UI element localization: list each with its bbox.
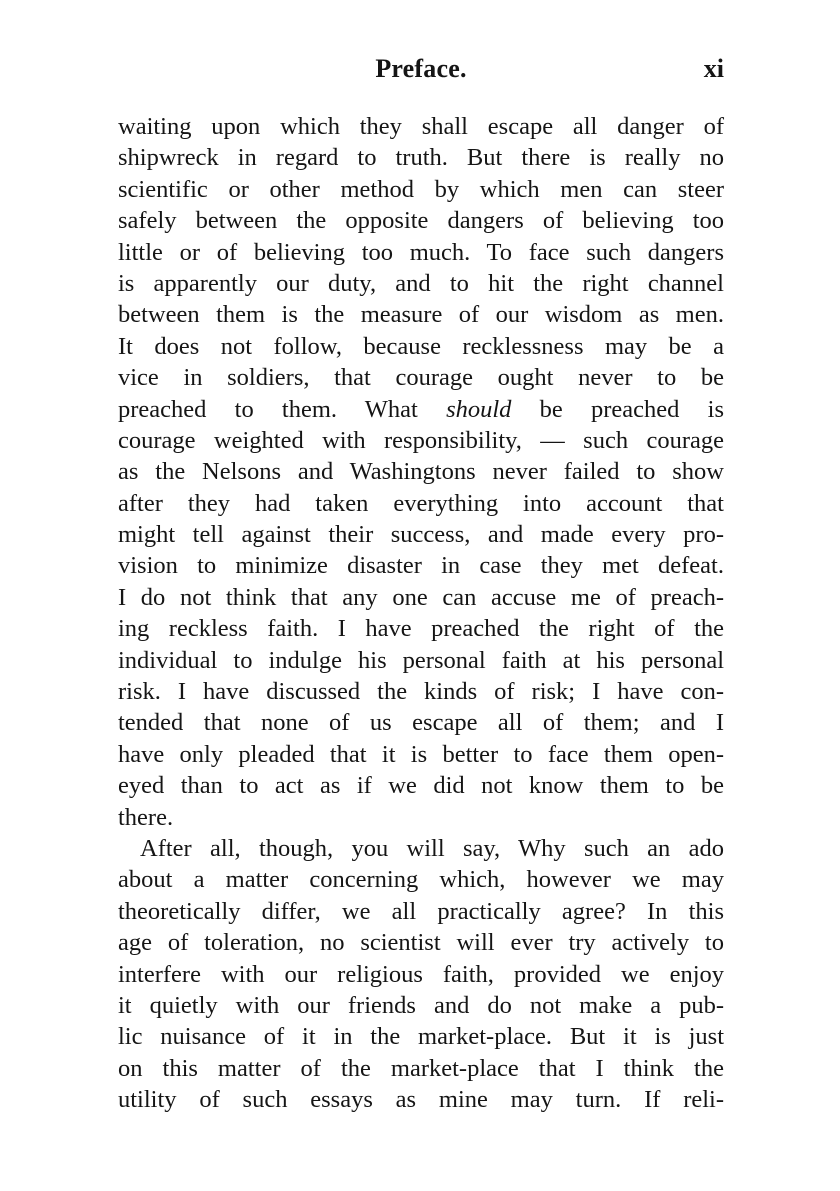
paragraph-1 xyxy=(118,111,724,833)
text-line: interfere with our religious faith, provided we enjoy xyxy=(118,960,724,988)
text-line: on this matter of the market-place that I think the xyxy=(118,1054,724,1082)
text-line: might tell against their success, and made every pro- xyxy=(118,521,724,549)
text-line: about a matter concerning which, however we may xyxy=(118,866,724,894)
text-line: courage weighted with responsibility, — such courage xyxy=(118,426,724,454)
text-line: safely between the opposite dangers of believing too xyxy=(118,207,724,235)
text-line: After all, though, you will say, Why such an ado xyxy=(140,834,724,862)
text-line: I do not think that any one can accuse me of preach- xyxy=(118,583,724,611)
text-line: have only pleaded that it is better to face them open- xyxy=(118,740,724,768)
text-line-with-emphasis xyxy=(118,394,724,425)
line-text-before: preached to them. What xyxy=(118,395,447,423)
paragraph-2 xyxy=(118,833,724,1116)
text-line: vision to minimize disaster in case they met defeat. xyxy=(118,552,724,580)
text-line: between them is the measure of our wisdom as men. xyxy=(118,301,724,329)
text-line: tended that none of us escape all of them; and I xyxy=(118,709,724,737)
text-line: utility of such essays as mine may turn. If reli- xyxy=(118,1086,724,1114)
text-line: it quietly with our friends and do not make a pub- xyxy=(118,991,724,1019)
text-line: as the Nelsons and Washingtons never failed to show xyxy=(118,458,724,486)
text-line: age of toleration, no scientist will ever try actively to xyxy=(118,929,724,957)
page-number: xi xyxy=(703,54,724,83)
text-line: shipwreck in regard to truth. But there is really no xyxy=(118,144,724,172)
text-line: eyed than to act as if we did not know them to be xyxy=(118,772,724,800)
text-line: It does not follow, because recklessness may be a xyxy=(118,332,724,360)
text-line: vice in soldiers, that courage ought never to be xyxy=(118,364,724,392)
text-line: lic nuisance of it in the market-place. But it is just xyxy=(118,1023,724,1051)
text-line: is apparently our duty, and to hit the right channel xyxy=(118,269,724,297)
text-line: risk. I have discussed the kinds of risk; I have con- xyxy=(118,678,724,706)
text-line: individual to indulge his personal faith at his personal xyxy=(118,646,724,674)
text-line: after they had taken everything into account that xyxy=(118,489,724,517)
body-text xyxy=(118,111,724,1116)
text-line: little or of believing too much. To face such dangers xyxy=(118,238,724,266)
text-line: there. xyxy=(118,803,174,831)
running-head xyxy=(118,54,724,94)
running-title: Preface. xyxy=(375,54,467,83)
text-line: ing reckless faith. I have preached the right of the xyxy=(118,615,724,643)
text-line: waiting upon which they shall escape all danger of xyxy=(118,113,724,140)
text-line: theoretically differ, we all practically agree? In this xyxy=(118,897,724,925)
line-text-after: be preached is xyxy=(511,395,724,423)
text-line: scientific or other method by which men can steer xyxy=(118,175,724,203)
emphasized-word: should xyxy=(446,395,512,423)
